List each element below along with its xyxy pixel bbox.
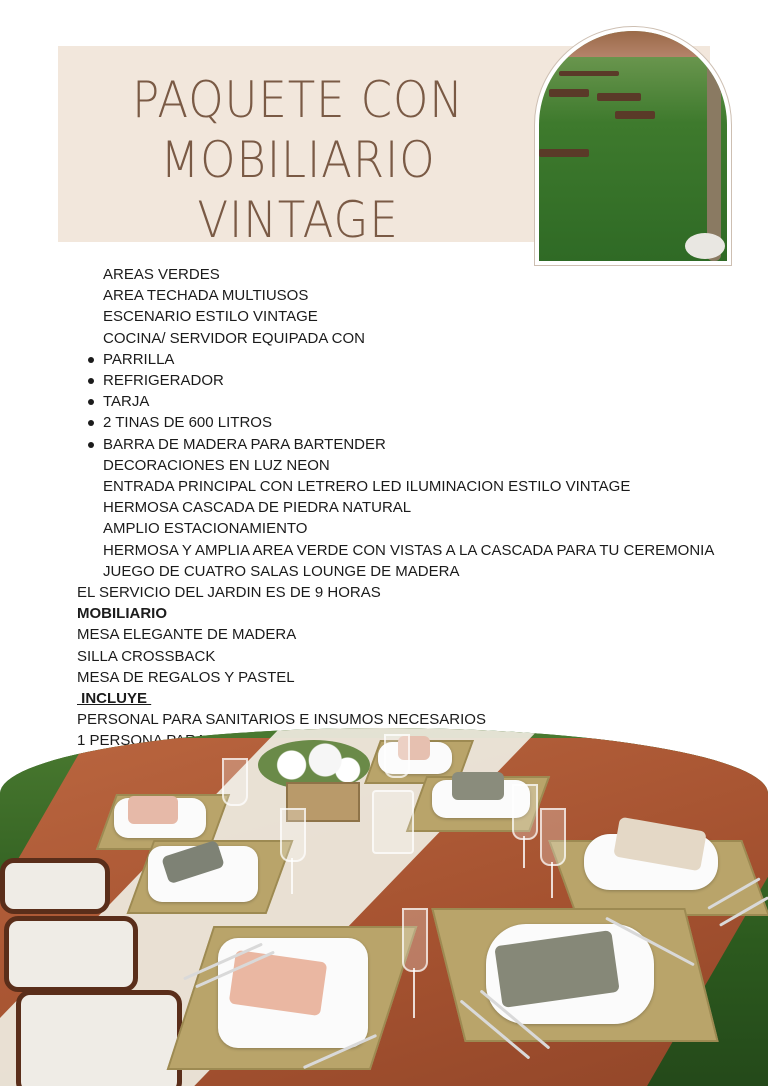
mobiliario-item: MESA DE REGALOS Y PASTEL bbox=[77, 668, 295, 686]
incluye-item: PERSONAL PARA SANITARIOS E INSUMOS NECESARIOS bbox=[77, 711, 486, 729]
list-item: ENTRADA PRINCIPAL CON LETRERO LED ILUMINACION ESTILO VINTAGE bbox=[103, 478, 631, 496]
mobiliario-heading: MOBILIARIO bbox=[77, 605, 167, 623]
title-line-2: MOBILIARIO bbox=[160, 131, 436, 189]
list-item: HERMOSA Y AMPLIA AREA VERDE CON VISTAS A LA CASCADA PARA TU CEREMONIA bbox=[103, 541, 715, 559]
package-details bbox=[77, 264, 717, 752]
list-item: HERMOSA CASCADA DE PIEDRA NATURAL bbox=[103, 499, 412, 517]
list-item: 2 TINAS DE 600 LITROS bbox=[77, 412, 717, 433]
list-item: DECORACIONES EN LUZ NEON bbox=[103, 456, 330, 474]
list-item: BARRA DE MADERA PARA BARTENDER bbox=[77, 434, 717, 455]
title-line-3: VINTAGE bbox=[197, 191, 399, 249]
garden-photo bbox=[539, 31, 727, 261]
title-line-1: PAQUETE CON bbox=[132, 71, 464, 129]
list-item: AREA TECHADA MULTIUSOS bbox=[103, 287, 309, 305]
garden-photo-frame bbox=[534, 26, 732, 266]
mobiliario-item: MESA ELEGANTE DE MADERA bbox=[77, 626, 297, 644]
list-item: PARRILLA bbox=[77, 349, 717, 370]
list-item: AMPLIO ESTACIONAMIENTO bbox=[103, 520, 308, 538]
incluye-heading: INCLUYE bbox=[77, 690, 152, 708]
list-item: ESCENARIO ESTILO VINTAGE bbox=[103, 308, 318, 326]
page-title bbox=[82, 70, 514, 250]
table-setting-photo bbox=[0, 728, 768, 1086]
list-item: COCINA/ SERVIDOR EQUIPADA CON bbox=[103, 329, 365, 347]
list-item: REFRIGERADOR bbox=[77, 370, 717, 391]
list-item: JUEGO DE CUATRO SALAS LOUNGE DE MADERA bbox=[103, 562, 460, 580]
service-hours: EL SERVICIO DEL JARDIN ES DE 9 HORAS bbox=[77, 584, 381, 602]
list-item: AREAS VERDES bbox=[103, 266, 220, 283]
features-list bbox=[77, 264, 717, 582]
mobiliario-item: SILLA CROSSBACK bbox=[77, 647, 216, 665]
list-item: TARJA bbox=[77, 391, 717, 412]
